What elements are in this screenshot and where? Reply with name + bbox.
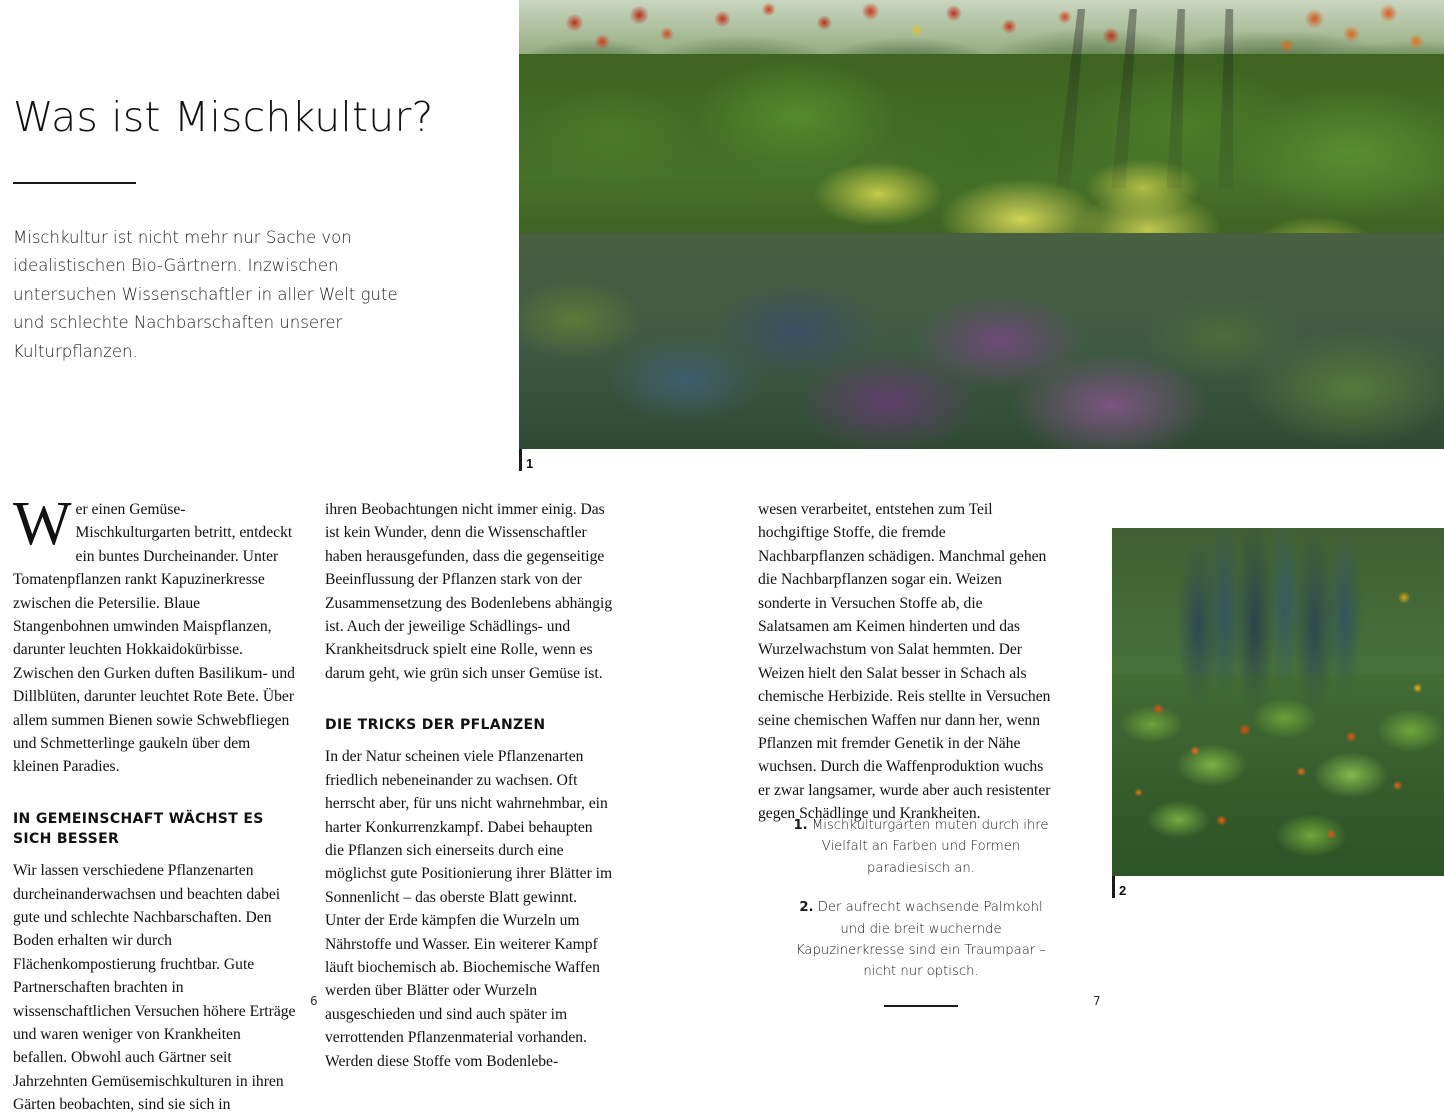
photo-cabbage-bed [519,233,1444,449]
page-number-left: 6 [310,994,318,1008]
title-block [13,95,453,366]
caption-1 [792,815,1050,879]
caption-1-text: Mischkulturgärten muten durch ihre Vielfalt an Farben und Formen paradiesisch an. [811,818,1049,876]
caption-block [792,815,1050,1007]
caption-2-text: Der aufrecht wachsende Palmkohl und die breit wuchernde Kapuzinerkresse sind ein Traumpaar – nicht nur optisch. [796,900,1046,980]
figure-2-image [1112,528,1444,876]
col3-paragraph: wesen verarbeitet, entstehen zum Teil hochgiftige Stoffe, die fremde Nachbarpflanzen schädigen. Manchmal gehen die Nachbarpflanzen sogar ein. Weizen sonderte in Versuchen Stoffe ab, die Salatsamen am Keimen hinderten und das Wurzelwachstum von Salat hemmten. Der Weizen hielt den Salat besser in Schach als chemische Herbizide. Reis stellte in Versuchen seine chemischen Waffen nur dann her, wenn Pflanzen mit fremder Genetik in der Nähe wuchsen. Durch die Waffenproduktion wuchs er zwar langsamer, wurde aber auch resistenter gegen Schädlinge und Krankheiten. [758,501,1051,823]
col1-paragraph: Wir lassen verschiedene Pflanzenarten durcheinanderwachsen und beachten dabei gute und schlechte Nachbarschaften. Den Boden erhalten wir durch Flächenkompostierung fruchtbar. Gute Partnerschaften brachten in wissenschaftlichen Versuchen höhere Erträge und waren weniger von Krankheiten befallen. Obwohl auch Gärtner seit Jahrzehnten Gemüsemischkulturen in ihren Gärten beobachten, sind sie sich in [13,862,296,1114]
figure-1-marker: 1 [526,456,534,471]
caption-divider [884,1005,958,1007]
caption-2 [792,897,1050,983]
intro-text: er einen Gemüse-Mischkulturgarten betritt, entdeckt ein buntes Durcheinander. Unter Tomatenpflanzen rankt Kapuzinerkresse zwischen die Petersilie. Blaue Stangenbohnen umwinden Maispflanzen, darunter leuchten Hokkaidokürbisse. Zwischen den Gurken duften Basilikum- und Dillblüten, darunter leuchtet Rote Bete. Über allem summen Bienen sowie Schwebfliegen und Schmetterlinge gaukeln über dem kleinen Paradies. [13,501,295,776]
caption-1-number: 1. [793,818,808,833]
lede-paragraph: Mischkultur ist nicht mehr nur Sache von idealistischen Bio-Gärtnern. Inzwischen untersuchen Wissenschaftler in aller Welt gute und schlechte Nachbarschaften unserer Kulturpflanzen. [13,228,398,361]
title-divider [13,182,136,184]
caption-2-number: 2. [799,900,814,916]
photo-nasturtium-flowers [1112,528,1444,876]
body-column-1 [13,490,296,1117]
subhead-die-tricks-der-pflanzen: DIE TRICKS DER PFLANZEN [325,717,546,734]
drop-cap: W [13,490,72,558]
col2-continued-paragraph: ihren Beobachtungen nicht immer einig. Das ist kein Wunder, denn die Wissenschaftler haben herausgefunden, dass die gegenseitige Beeinflussung der Pflanzen stark von der Zusammensetzung des Bodenlebens abhängig ist. Auch der jeweilige Schädlings- und Krankheitsdruck spielt eine Rolle, wenn es darum geht, wie grün sich unser Gemüse ist. [325,501,613,682]
figure-1-image [519,0,1444,449]
figure-2-marker: 2 [1119,883,1127,898]
subhead-in-gemeinschaft: IN GEMEINSCHAFT WÄCHST ES SICH BESSER [13,810,264,847]
col2-paragraph: In der Natur scheinen viele Pflanzenarten friedlich nebeneinander zu wachsen. Oft herrscht aber, für uns nicht wahrnehmbar, ein harter Konkurrenzkampf. Dabei behaupten die Pflanzen sich einerseits durch eine möglichst gute Positionierung ihrer Blätter im Sonnenlicht – das oberste Blatt gewinnt. Unter der Erde kämpfen die Wurzeln um Nährstoffe und Wasser. Ein weiterer Kampf läuft biochemisch ab. Biochemische Waffen werden über Blätter oder Wurzeln ausgeschieden und sind auch später im verrottenden Pflanzenmaterial vorhanden. Werden diese Stoffe vom Bodenlebe- [325,748,613,1070]
body-column-3 [758,498,1055,825]
page-title: Was ist Mischkultur? [13,93,434,141]
page-number-right: 7 [1093,994,1101,1008]
photo-dahlia-blossoms [519,0,1444,189]
body-column-2 [325,498,615,1073]
figure-2-marker-rule [1112,876,1115,898]
figure-1-marker-rule [519,449,522,471]
intro-paragraph [13,490,296,779]
